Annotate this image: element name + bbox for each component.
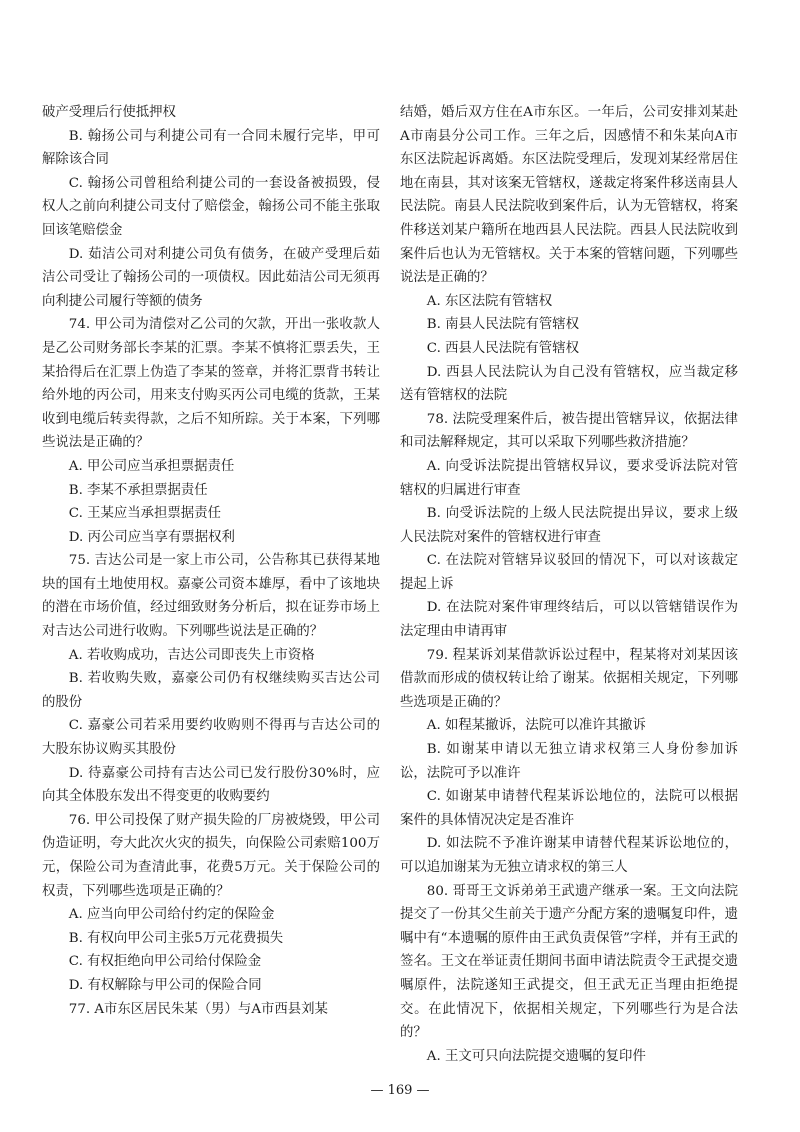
- question-stem: 75. 吉达公司是一家上市公司，公告称其已获得某地块的国有土地使用权。嘉豪公司资本雄厚，看中了该地块的潜在市场价值，经过细致财务分析后，拟在证券市场上对吉达公司进行收购。下列哪些说法是正确的？: [42, 553, 380, 640]
- answer-option: D. 有权解除与甲公司的保险合同: [68, 977, 262, 993]
- answer-option: B. 南县人民法院有管辖权: [426, 317, 580, 333]
- answer-option: A. 甲公司应当承担票据责任: [68, 458, 235, 474]
- answer-option: C. 翰扬公司曾租给利捷公司的一套设备被损毁，侵权人之前向利捷公司支付了赔偿金，翰扬公司不能主张取回该笔赔偿金: [42, 175, 380, 238]
- answer-option: A. 东区法院有管辖权: [426, 293, 553, 309]
- answer-option: D. 西县人民法院认为自己没有管辖权，应当裁定移送有管辖权的法院: [400, 364, 738, 404]
- question-stem: 79. 程某诉刘某借款诉讼过程中，程某将对刘某因该借款而形成的债权转让给了谢某。依据相关规定，下列哪些选项是正确的？: [400, 647, 738, 710]
- answer-option: C. 嘉豪公司若采用要约收购则不得再与吉达公司的大股东协议购买其股份: [42, 718, 380, 758]
- answer-option: D. 待嘉豪公司持有吉达公司已发行股份30%时，应向其全体股东发出不得变更的收购要约: [42, 765, 380, 805]
- answer-option: B. 若收购失败，嘉豪公司仍有权继续购买吉达公司的股份: [42, 671, 380, 710]
- question-stem: 74. 甲公司为清偿对乙公司的欠款，开出一张收款人是乙公司财务部长李某的汇票。李某不慎将汇票丢失，王某拾得后在汇票上伪造了李某的签章，并将汇票背书转让给外地的丙公司，用来支付购买丙公司电缆的货款，王某收到电缆后转卖得款，之后不知所踪。关于本案，下列哪些说法是正确的？: [42, 317, 380, 451]
- answer-option: B. 向受诉法院的上级人民法院提出异议，要求上级人民法院对案件的管辖权进行审查: [400, 506, 738, 545]
- answer-option: C. 在法院对管辖异议驳回的情况下，可以对该裁定提起上诉: [400, 553, 738, 592]
- question-stem: 77. A市东区居民朱某（男）与A市西县刘某: [68, 1001, 328, 1017]
- answer-option: C. 有权拒绝向甲公司给付保险金: [68, 954, 262, 970]
- answer-option: A. 向受诉法院提出管辖权异议，要求受诉法院对管辖权的归属进行审查: [400, 458, 738, 498]
- answer-option: B. 如谢某申请以无独立请求权第三人身份参加诉讼，法院可予以准许: [400, 742, 738, 781]
- continued-text: 破产受理后行使抵押权: [42, 105, 176, 120]
- question-stem: 80. 哥哥王文诉弟弟王武遗产继承一案。王文向法院提交了一份其父生前关于遗产分配方案的遗嘱复印件，遗嘱中有“本遗嘱的原件由王武负责保管”字样，并有王武的签名。王文在举证责任期间书面申请法院责令王武提交遗嘱原件，法院遂知王武提交，但王武无正当理由拒绝提交。在此情况下，依据相关规定，下列哪些行为是合法的？: [400, 883, 738, 1041]
- answer-option: B. 李某不承担票据责任: [68, 482, 208, 498]
- left-column: [42, 101, 380, 1021]
- answer-option: C. 西县人民法院有管辖权: [426, 340, 579, 356]
- question-stem: 76. 甲公司投保了财产损失险的厂房被烧毁，甲公司伪造证明，夸大此次火灾的损失，向保险公司索赔100万元，保险公司为查清此事，花费5万元。关于保险公司的权责，下列哪些选项是正确的？: [42, 812, 380, 899]
- right-column: [400, 101, 738, 1068]
- question-stem: 78. 法院受理案件后，被告提出管辖异议，依据法律和司法解释规定，其可以采取下列哪些救济措施？: [400, 411, 738, 451]
- answer-option: A. 应当向甲公司给付约定的保险金: [68, 907, 275, 923]
- answer-option: D. 茹洁公司对利捷公司负有债务，在破产受理后茹洁公司受让了翰扬公司的一项债权。因此茹洁公司无须再向利捷公司履行等额的债务: [42, 246, 380, 309]
- answer-option: A. 若收购成功，吉达公司即丧失上市资格: [68, 647, 315, 663]
- answer-option: A. 如程某撤诉，法院可以准许其撤诉: [426, 718, 646, 734]
- answer-option: C. 王某应当承担票据责任: [68, 506, 221, 522]
- answer-option: A. 王文可只向法院提交遗嘱的复印件: [426, 1048, 646, 1064]
- page-number: — 169 —: [370, 1083, 430, 1098]
- answer-option: D. 丙公司应当享有票据权利: [68, 529, 235, 545]
- answer-option: D. 在法院对案件审理终结后，可以以管辖错误作为法定理由申请再审: [400, 600, 738, 640]
- answer-option: D. 如法院不予准许谢某申请替代程某诉讼地位的，可以追加谢某为无独立请求权的第三人: [400, 836, 738, 875]
- continued-text: 结婚，婚后双方住在A市东区。一年后，公司安排刘某赴A市南县分公司工作。三年之后，因感情不和朱某向A市东区法院起诉离婚。东区法院受理后，发现刘某经常居住地在南县，其对该案无管辖权，遂裁定将案件移送南县人民法院。南县人民法院收到案件后，认为无管辖权，将案件移送刘某户籍所在地西县人民法院。西县人民法院收到案件后也认为无管辖权。关于本案的管辖问题，下列哪些说法是正确的？: [400, 105, 738, 286]
- answer-option: B. 有权向甲公司主张5万元花费损失: [68, 930, 284, 946]
- answer-option: B. 翰扬公司与利捷公司有一合同未履行完毕，甲可解除该合同: [42, 128, 380, 168]
- answer-option: C. 如谢某申请替代程某诉讼地位的，法院可以根据案件的具体情况决定是否准许: [400, 789, 738, 828]
